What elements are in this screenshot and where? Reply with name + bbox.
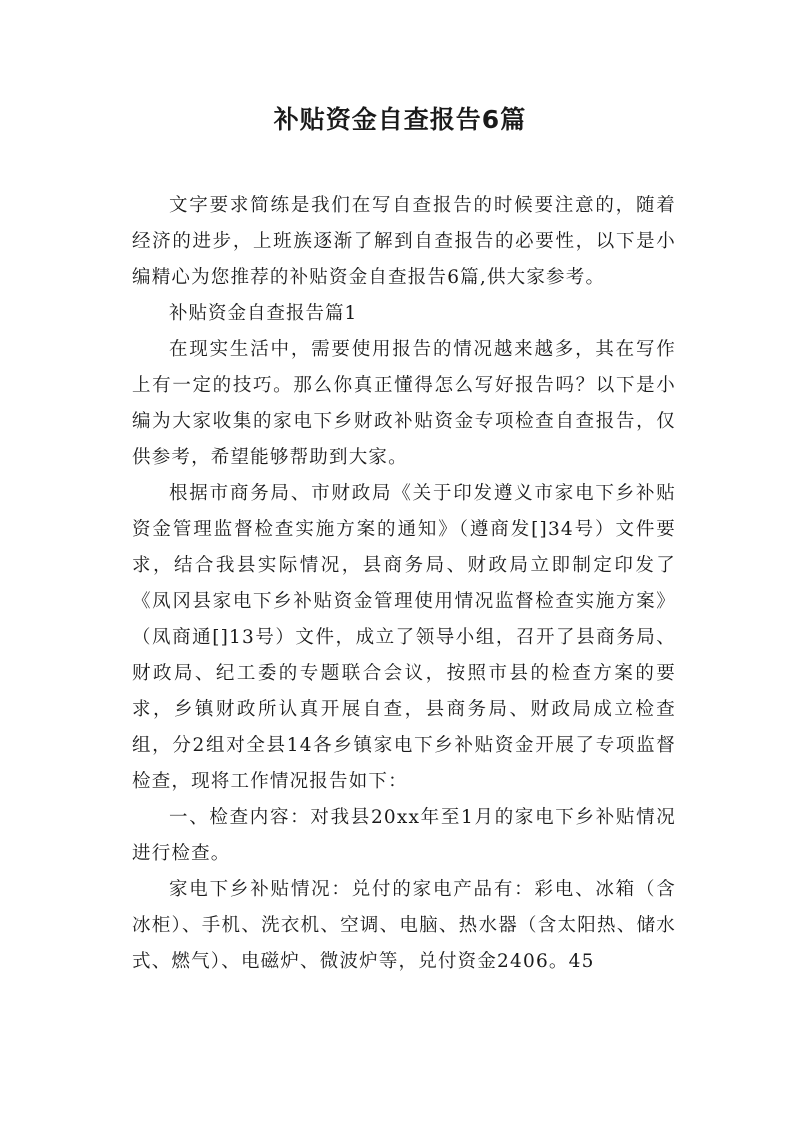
intro-paragraph: 文字要求简练是我们在写自查报告的时候要注意的，随着经济的进步，上班族逐渐了解到自查报告的必要性，以下是小编精心为您推荐的补贴资金自查报告6篇,供大家参考。: [132, 195, 676, 288]
body-paragraph: 家电下乡补贴情况：兑付的家电产品有：彩电、冰箱（含冰柜）、手机、洗衣机、空调、电脑、热水器（含太阳热、储水式、燃气）、电磁炉、微波炉等，兑付资金2406。45: [132, 879, 676, 972]
section-heading: 补贴资金自查报告篇1: [169, 303, 358, 324]
body-paragraph: 在现实生活中，需要使用报告的情况越来越多，其在写作上有一定的技巧。那么你真正懂得怎么写好报告吗？以下是小编为大家收集的家电下乡财政补贴资金专项检查自查报告，仅供参考，希望能够帮助到大家。: [132, 339, 676, 468]
body-paragraph: 一、检查内容：对我县20xx年至1月的家电下乡补贴情况进行检查。: [132, 807, 676, 864]
document-title: 补贴资金自查报告6篇: [273, 105, 527, 134]
body-paragraph: 根据市商务局、市财政局《关于印发遵义市家电下乡补贴资金管理监督检查实施方案的通知》（遵商发[]34号）文件要求，结合我县实际情况，县商务局、财政局立即制定印发了《凤冈县家电下乡补贴资金管理使用情况监督检查实施方案》（凤商通[]13号）文件，成立了领导小组，召开了县商务局、财政局、纪工委的专题联合会议，按照市县的检查方案的要求，乡镇财政所认真开展自查，县商务局、财政局成立检查组，分2组对全县14各乡镇家电下乡补贴资金开展了专项监督检查，现将工作情况报告如下：: [132, 483, 676, 792]
document-body: [132, 188, 676, 980]
